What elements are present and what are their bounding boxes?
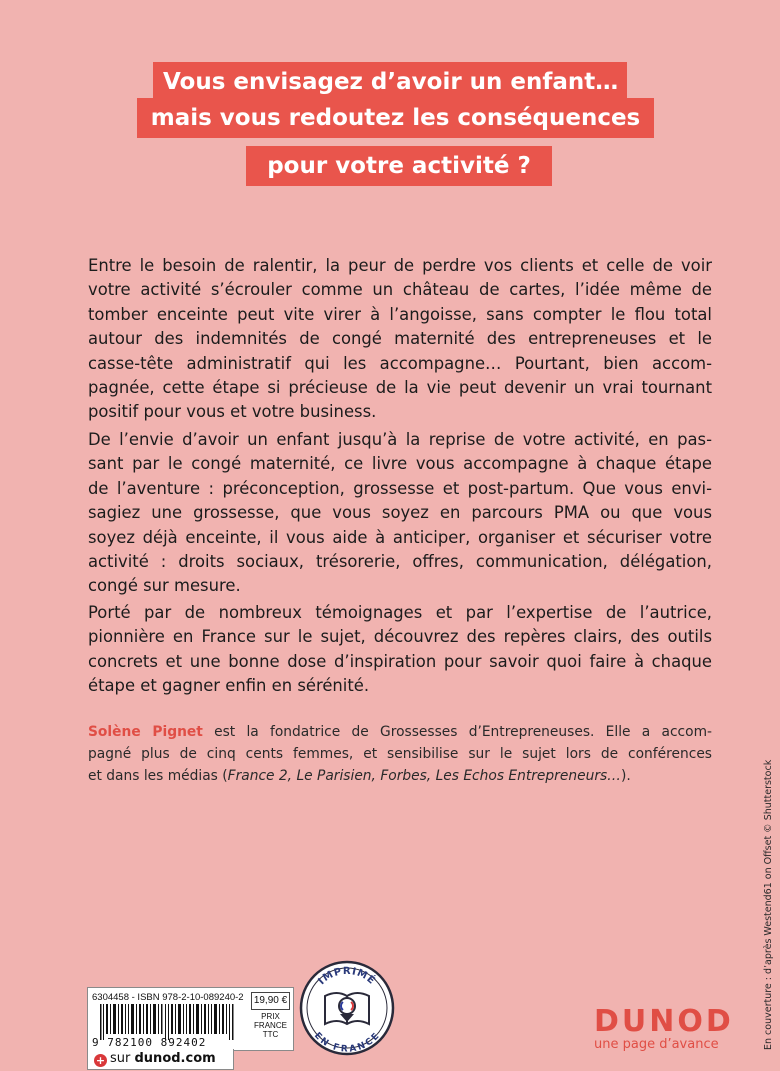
- author-line-3: [88, 765, 712, 787]
- price: 19,90 €: [251, 992, 290, 1010]
- seal-bottom-text: EN FRANCE: [311, 1030, 383, 1055]
- text-line: congé sur mesure.: [88, 576, 241, 596]
- headline-line-3: pour votre activité ?: [246, 146, 552, 186]
- author-line-2: pagné plus de cinq cents femmes, et sensibilise sur le sujet lors de conférences: [88, 746, 712, 762]
- text-line: Entre le besoin de ralentir, la peur de perdre vos clients et celle de voir: [88, 256, 712, 275]
- website-prefix: sur: [110, 1051, 135, 1066]
- text-line: pagnée, cette étape si précieuse de la vie peut devenir un vrai tournant: [88, 377, 712, 397]
- headline: [0, 0, 780, 200]
- text-line: De l’envie d’avoir un enfant jusqu’à la reprise de votre activité, en pas-: [88, 430, 712, 449]
- text-line: sant par le congé maternité, ce livre vous accompagne à chaque étape: [88, 454, 712, 474]
- price-label-line: FRANCE: [254, 1021, 287, 1030]
- website-domain: dunod.com: [134, 1051, 216, 1066]
- author-name: Solène Pignet: [88, 724, 203, 740]
- headline-line-2: mais vous redoutez les conséquences: [137, 98, 654, 138]
- body-paragraph-1: [88, 254, 712, 425]
- text-line: de l’aventure : préconception, grossesse et post-partum. Que vous envi-: [88, 478, 712, 498]
- text-line: tomber enceinte peut vite virer à l’angoisse, sans compter le flou total: [88, 304, 712, 324]
- text-line: activité : droits sociaux, trésorerie, offres, communication, délégation,: [88, 551, 712, 571]
- isbn-digits: 9 782100 892402: [92, 1036, 207, 1049]
- barcode-block: [87, 987, 294, 1051]
- author-bio: [88, 721, 712, 787]
- text-line: concrets et une bonne dose d’inspiration pour savoir quoi faire à chaque: [88, 651, 712, 671]
- author-text: et dans les médias (: [88, 768, 228, 784]
- body-paragraph-2: [88, 428, 712, 599]
- price-label-line: TTC: [262, 1030, 279, 1039]
- text-line: pionnière en France sur le sujet, découvrez des repères clairs, des outils: [88, 627, 712, 647]
- media-list: France 2, Le Parisien, Forbes, Les Echos Entrepreneurs…: [227, 768, 621, 784]
- text-line: sagiez une grossesse, que vous soyez en parcours PMA ou que vous: [88, 503, 712, 523]
- text-line: votre activité s’écrouler comme un château de cartes, l’idée même de: [88, 280, 712, 300]
- plus-icon: +: [95, 1054, 106, 1067]
- text-line: soyez déjà enceinte, il vous aide à anticiper, organiser et sécuriser votre: [88, 527, 712, 547]
- seal-top-text: IMPRIMÉ: [316, 965, 378, 988]
- website-link[interactable]: [87, 1049, 234, 1070]
- publisher-tagline: une page d’avance: [594, 1037, 719, 1052]
- price-label: [251, 1012, 290, 1039]
- body-paragraph-3: [88, 601, 712, 699]
- text-line: positif pour vous et votre business.: [88, 402, 377, 422]
- text-line: Porté par de nombreux témoignages et par l’expertise de l’autrice,: [88, 603, 712, 622]
- imprime-en-france-seal-icon: [297, 958, 397, 1058]
- text-line: autour des indemnités de congé maternité des entrepreneuses et le: [88, 329, 712, 349]
- author-line-1: [88, 721, 712, 743]
- publisher-logo: DUNOD: [594, 1004, 734, 1039]
- price-label-line: PRIX: [261, 1012, 280, 1021]
- author-text: est la fondatrice de Grossesses d’Entrepreneuses. Elle a accom-: [202, 724, 713, 740]
- isbn-code: 6304458 - ISBN 978-2-10-089240-2: [92, 992, 244, 1003]
- text-line: étape et gagner enfin en sérénité.: [88, 676, 370, 696]
- text-line: casse-tête administratif qui les accompagne… Pourtant, bien accom-: [88, 353, 712, 373]
- cover-credit: En couverture : d’après Westend61 on Offset © Shutterstock: [763, 759, 774, 1050]
- headline-line-1: Vous envisagez d’avoir un enfant…: [153, 62, 627, 102]
- author-text: ).: [620, 768, 631, 784]
